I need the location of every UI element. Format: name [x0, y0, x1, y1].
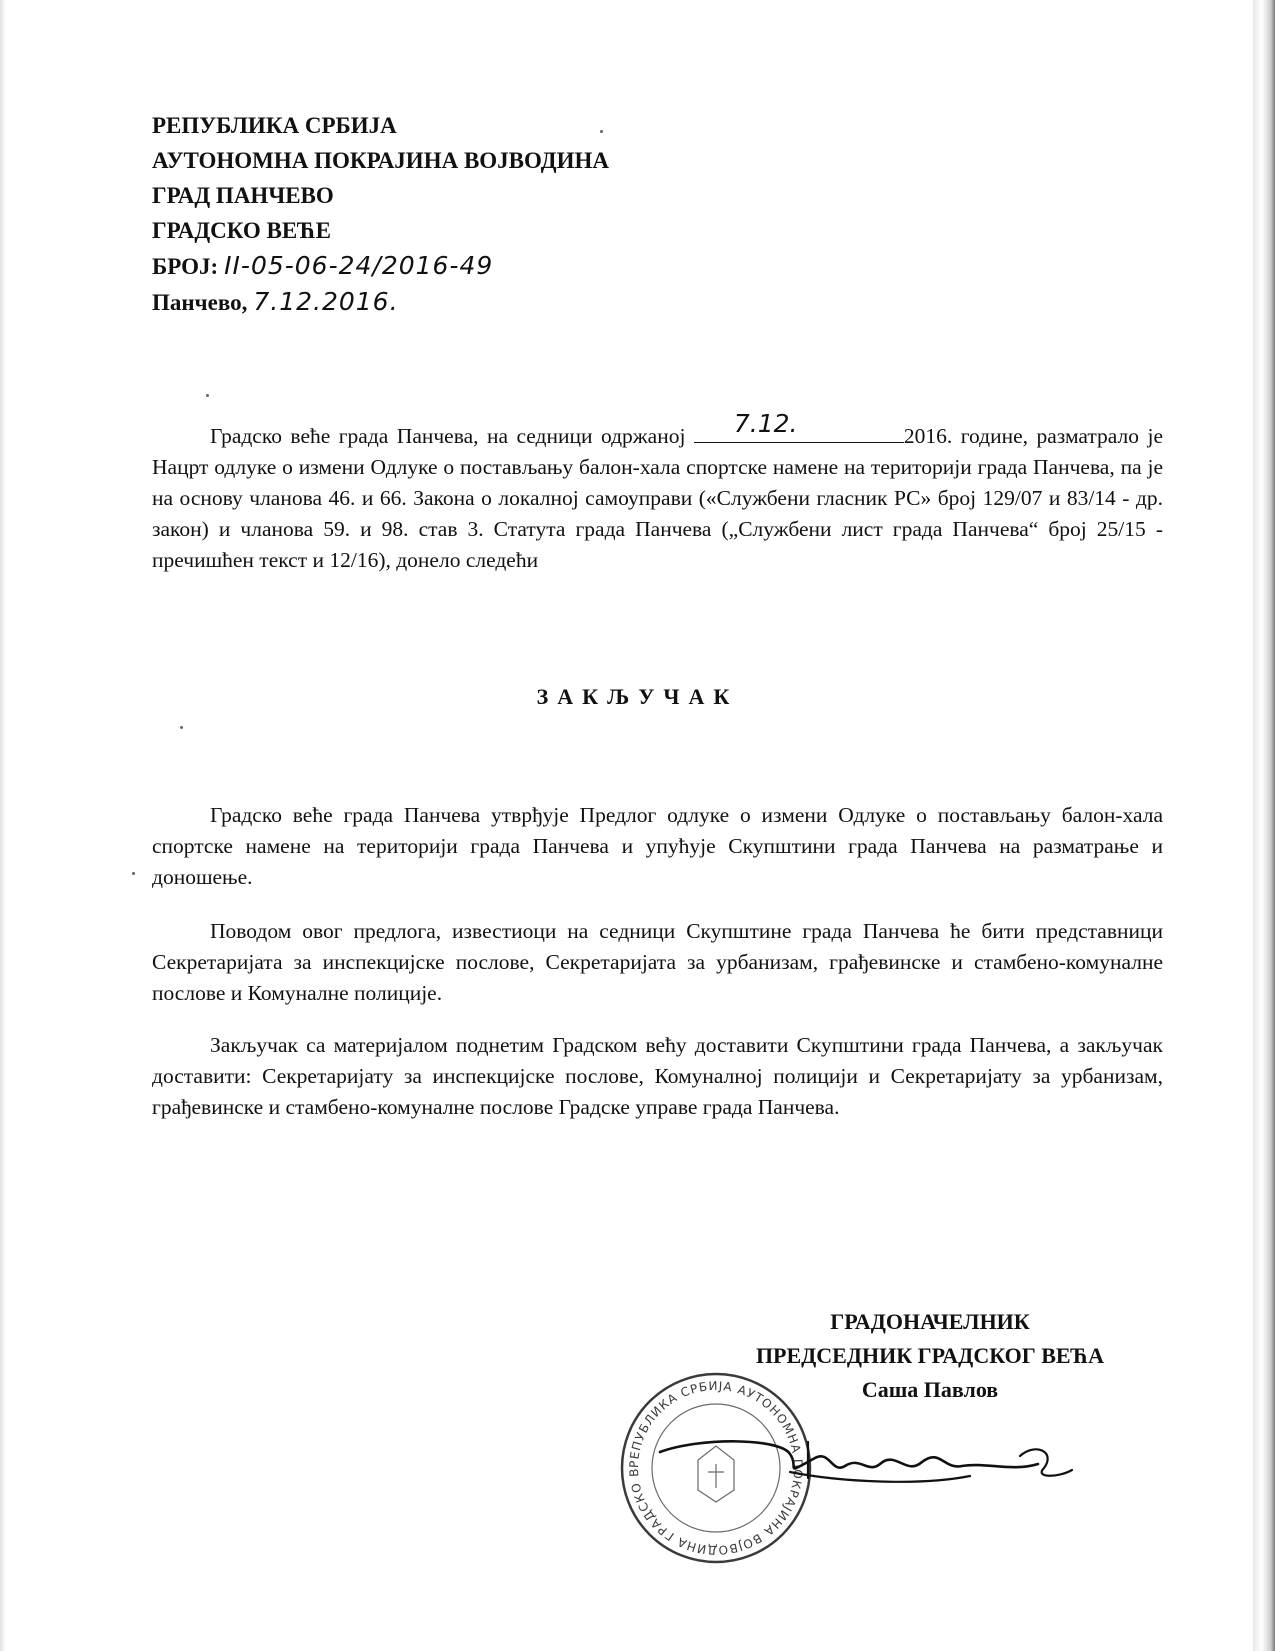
header-province: АУТОНОМНА ПОКРАЈИНА ВОЈВОДИНА: [152, 148, 609, 173]
date-blank-handwritten: 7.12.: [733, 409, 798, 438]
intro-rest: 2016. године, разматрало је Нацрт одлуке о измени Одлуке о постављању балон-хала спортске намене на територији града Панчева, па је на основу чланова 46. и 66. Закона о локалној самоуправи («Службени гласник РС» број 129/07 и 83/14 - др. закон) и чланова 59. и 98. став 3. Статута града Панчева („Службени лист града Панчева“ број 25/15 - пречишћен текст и 12/16), донело следећи: [152, 424, 1163, 572]
document-title: ЗАКЉУЧАК: [536, 684, 739, 709]
paragraph-2-text: Поводом овог предлога, известиоци на седници Скупштине града Панчева ће бити представници Секретаријата за инспекцијске послове, Секретаријата за урбанизам, грађевинске и стамбено-комуналне послове и Комуналне полиције.: [152, 919, 1163, 1005]
scan-left-edge: [0, 0, 6, 1651]
scan-speck: [600, 130, 603, 133]
scan-speck: [132, 872, 135, 875]
signatory-role-mayor: ГРАДОНАЧЕЛНИК: [830, 1309, 1030, 1334]
date-handwritten: 7.12.2016.: [253, 287, 399, 316]
intro-paragraph: [152, 409, 1163, 576]
scan-speck: [206, 394, 209, 397]
paragraph-3-text: Закључак са материјалом поднетим Градском већу доставити Скупштини града Панчева, а закључак доставити: Секретаријату за инспекцијске послове, Комуналној полицији и Секретаријату за урбанизам, грађевинске и стамбено-комуналне послове Градске управе града Панчева.: [152, 1033, 1163, 1119]
header-number: [152, 248, 609, 284]
header-place-date: [152, 284, 609, 320]
intro-lead: Градско веће града Панчева, на седници одржаној: [210, 424, 686, 448]
handwritten-signature: [640, 1412, 1080, 1507]
date-blank: [694, 409, 904, 443]
paragraph-1: [152, 800, 1163, 893]
scan-right-edge: [1253, 0, 1275, 1651]
signature-block: [700, 1305, 1160, 1407]
header-city: ГРАД ПАНЧЕВО: [152, 183, 334, 208]
place-label: Панчево,: [152, 290, 248, 315]
signatory-name: Саша Павлов: [861, 1377, 999, 1402]
paragraph-1-text: Градско веће града Панчева утврђује Предлог одлуке о измени Одлуке о постављању балон-хала спортске намене на територији града Панчева и упућује Скупштини града Панчева на разматрање и доношење.: [152, 803, 1163, 889]
document-header: [152, 108, 609, 320]
header-council: ГРАДСКО ВЕЋЕ: [152, 218, 331, 243]
paragraph-2: [152, 916, 1163, 1009]
header-country: РЕПУБЛИКА СРБИЈА: [152, 113, 397, 138]
number-value-handwritten: II-05-06-24/2016-49: [224, 251, 494, 280]
signatory-role-president: ПРЕДСЕДНИК ГРАДСКОГ ВЕЋА: [755, 1343, 1105, 1368]
paragraph-3: [152, 1030, 1163, 1123]
seal-text: РЕПУБЛИКА СРБИЈА АУТОНОМНА ПОКРАЈИНА ВОЈВОДИНА ГРАДСКО В: [626, 1378, 806, 1558]
number-label: БРОЈ:: [152, 254, 219, 279]
scan-speck: [180, 726, 183, 729]
